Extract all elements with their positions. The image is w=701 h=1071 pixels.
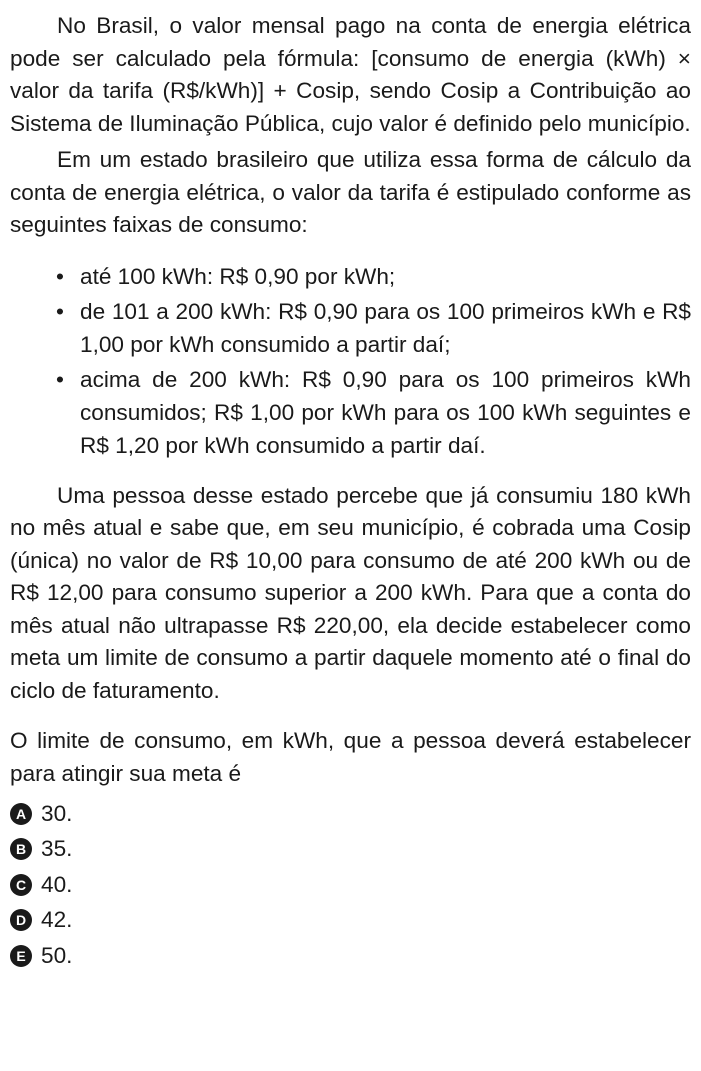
option-text: 30.	[41, 800, 73, 826]
bullet-icon: •	[56, 263, 64, 289]
tariff-item	[10, 295, 691, 361]
tariff-item	[10, 260, 691, 293]
tariff-item-text: acima de 200 kWh: R$ 0,90 para os 100 primeiros kWh consumidos; R$ 1,00 por kWh para os 100 kWh seguintes e R$ 1,20 por kWh consumido a partir daí.	[80, 366, 691, 458]
tariff-item-text: até 100 kWh: R$ 0,90 por kWh;	[80, 263, 396, 289]
option-e[interactable]	[10, 938, 691, 974]
tariff-item	[10, 363, 691, 462]
option-text: 40.	[41, 871, 73, 897]
question-stem: O limite de consumo, em kWh, que a pessoa deverá estabelecer para atingir sua meta é	[10, 728, 691, 786]
tariff-item-text: de 101 a 200 kWh: R$ 0,90 para os 100 primeiros kWh e R$ 1,00 por kWh consumido a partir daí;	[80, 298, 691, 357]
option-d[interactable]	[10, 903, 691, 939]
option-letter-d-icon: D	[10, 909, 32, 931]
option-b[interactable]	[10, 832, 691, 868]
option-letter-b-icon: B	[10, 838, 32, 860]
tariff-paragraph: Em um estado brasileiro que utiliza essa forma de cálculo da conta de energia elétrica, o valor da tarifa é estipulado conforme as seguintes faixas de consumo:	[10, 147, 691, 237]
answer-options	[10, 796, 691, 974]
option-letter-a-icon: A	[10, 803, 32, 825]
bullet-icon: •	[56, 298, 64, 324]
option-c[interactable]	[10, 867, 691, 903]
option-text: 42.	[41, 907, 73, 933]
option-text: 50.	[41, 942, 73, 968]
option-a[interactable]	[10, 796, 691, 832]
option-text: 35.	[41, 836, 73, 862]
option-letter-c-icon: C	[10, 874, 32, 896]
intro-paragraph: No Brasil, o valor mensal pago na conta de energia elétrica pode ser calculado pela fórmula: [consumo de energia (kWh) × valor da tarifa (R$/kWh)] + Cosip, sendo Cosip a Contribuição ao Sistema de Iluminação Pública, cujo valor é definido pelo município.	[10, 13, 691, 136]
tariff-list	[10, 260, 691, 462]
option-letter-e-icon: E	[10, 945, 32, 967]
scenario-paragraph: Uma pessoa desse estado percebe que já consumiu 180 kWh no mês atual e sabe que, em seu município, é cobrada uma Cosip (única) no valor de R$ 10,00 para consumo de até 200 kWh ou de R$ 12,00 para consumo superior a 200 kWh. Para que a conta do mês atual não ultrapasse R$ 220,00, ela decide estabelecer como meta um limite de consumo a partir daquele momento até o final do ciclo de faturamento.	[10, 482, 691, 703]
bullet-icon: •	[56, 366, 64, 392]
